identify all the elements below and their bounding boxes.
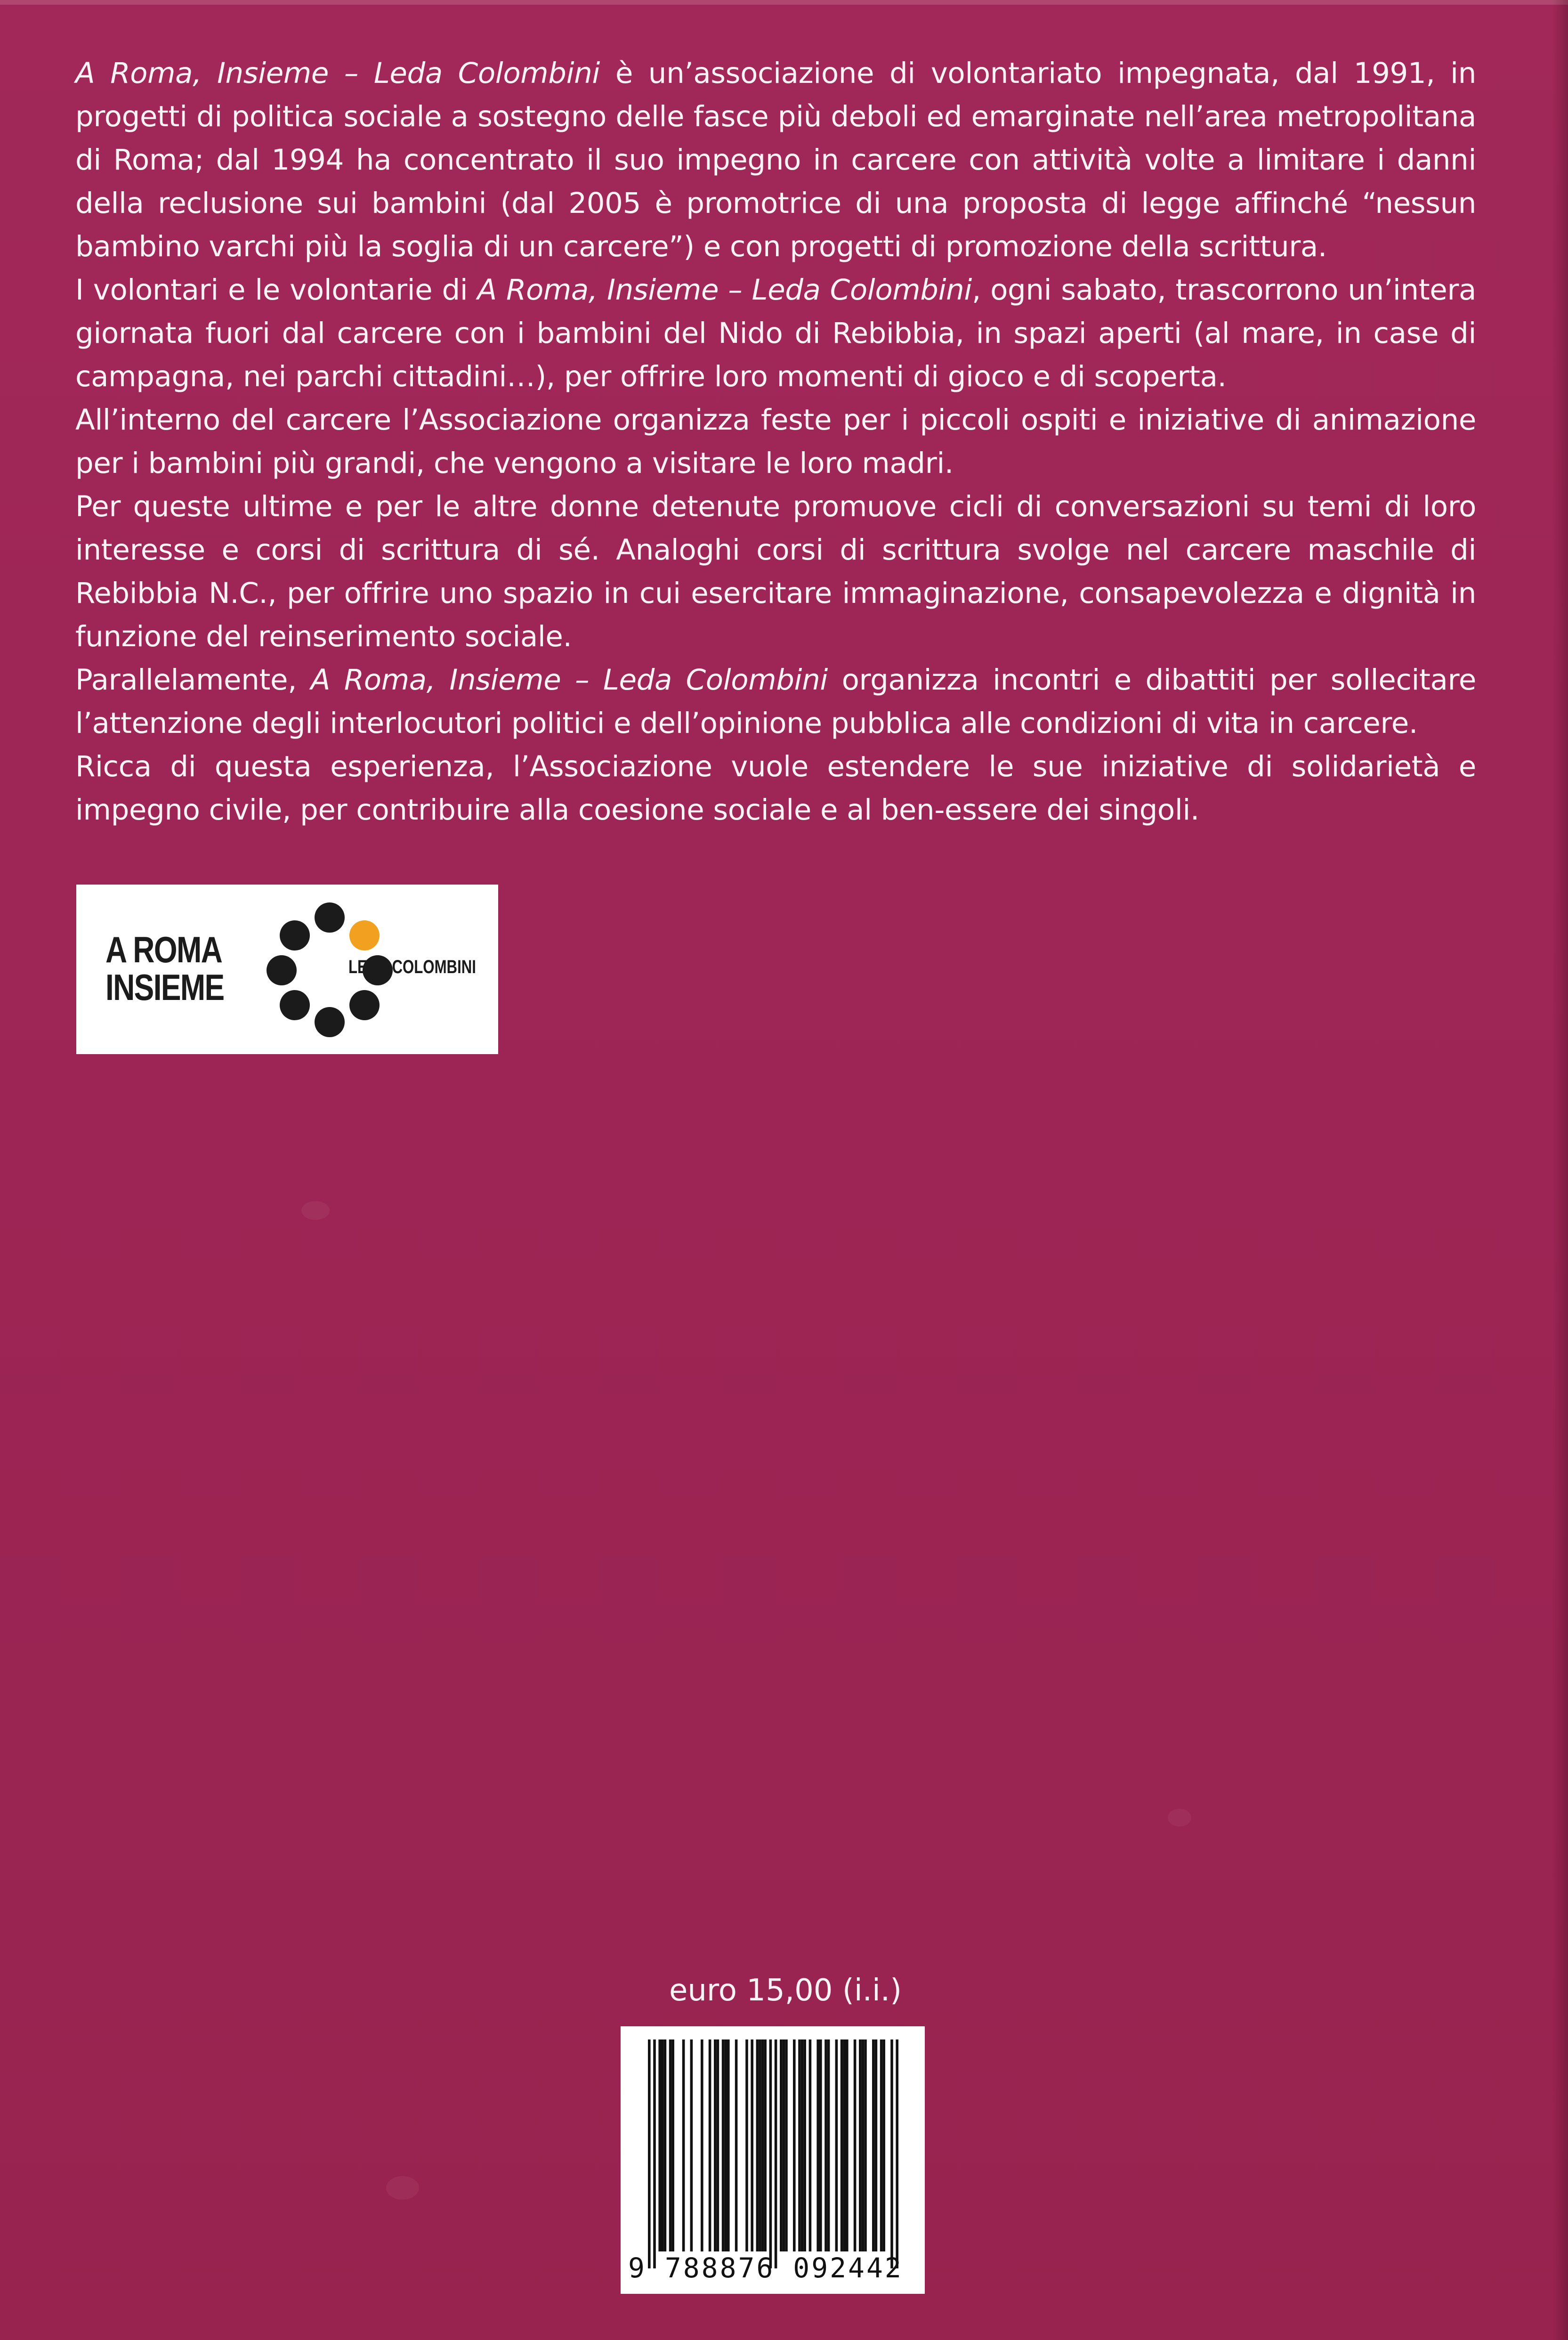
association-logo bbox=[76, 885, 498, 1054]
paragraph bbox=[75, 268, 1476, 398]
logo-dot bbox=[280, 990, 310, 1020]
paragraph-text: All’interno del carcere l’Associazione organizza feste per i piccoli ospiti e iniziative di animazione per i bambini più grandi, che vengono a visitare le loro madri. bbox=[75, 403, 1476, 480]
barcode-bar bbox=[709, 2039, 711, 2251]
barcode-bar bbox=[783, 2039, 785, 2251]
isbn-number: 9 788876 092442 bbox=[628, 2252, 903, 2284]
barcode-bar bbox=[835, 2039, 838, 2251]
barcode-bar bbox=[648, 2039, 651, 2268]
barcode-bar bbox=[722, 2039, 725, 2251]
barcode-bar bbox=[653, 2039, 656, 2268]
barcode-bar bbox=[658, 2039, 661, 2251]
barcode-bar bbox=[843, 2039, 846, 2251]
barcode-bar bbox=[661, 2039, 664, 2251]
barcode-bar bbox=[759, 2039, 761, 2251]
barcode-bar bbox=[880, 2039, 883, 2251]
barcode-bar bbox=[882, 2039, 885, 2251]
barcode-bar bbox=[841, 2039, 843, 2251]
barcode-bar bbox=[714, 2039, 717, 2251]
logo-dot-accent bbox=[349, 920, 380, 951]
barcode-bar bbox=[872, 2039, 875, 2251]
logo-wordmark bbox=[105, 931, 267, 1006]
barcode-bar bbox=[775, 2039, 777, 2268]
barcode-bar bbox=[864, 2039, 867, 2251]
barcode-bar bbox=[793, 2039, 796, 2251]
paragraph-text: , ogni sabato, trascorrono un’intera giornata fuori dal carcere con i bambini del Nido di Rebibbia, in spazi aperti (al mare, in case di campagna, nei parchi cittadini…), per offrire loro momenti di gioco e di scoperta. bbox=[75, 273, 1476, 393]
barcode-bar bbox=[756, 2039, 759, 2251]
barcode-bar bbox=[724, 2039, 727, 2251]
logo-dot bbox=[349, 990, 380, 1020]
barcode-bar bbox=[809, 2039, 812, 2251]
barcode-bar bbox=[671, 2039, 674, 2251]
barcode-bar bbox=[854, 2039, 857, 2251]
barcode-bar bbox=[717, 2039, 719, 2251]
barcode-bar bbox=[890, 2039, 893, 2268]
paragraph-text: Ricca di questa esperienza, l’Associazione vuole estendere le sue iniziative di solidarietà e impegno civile, per contribuire alla coesione sociale e al ben-essere dei singoli. bbox=[75, 750, 1476, 827]
barcode-bar bbox=[816, 2039, 819, 2251]
association-name-italic: A Roma, Insieme – Leda Colombini bbox=[477, 273, 972, 307]
barcode-bar bbox=[819, 2039, 822, 2251]
price-label: euro 15,00 (i.i.) bbox=[669, 1973, 902, 2008]
association-description bbox=[75, 52, 1476, 832]
paragraph-text: Per queste ultime e per le altre donne detenute promuove cicli di conversazioni su temi di loro interesse e corsi di scrittura di sé. Analoghi corsi di scrittura svolge nel carcere maschile di Rebibbia N.C., per offrire uno spazio in cui esercitare immaginazione, consapevolezza e dignità in funzione del reinserimento sociale. bbox=[75, 490, 1476, 653]
barcode-bar bbox=[780, 2039, 783, 2251]
cover-edge-shade bbox=[1552, 0, 1568, 2340]
barcode-bar bbox=[827, 2039, 830, 2251]
paper-texture-spot bbox=[386, 2176, 419, 2200]
barcode-bar bbox=[846, 2039, 849, 2251]
barcode-bar bbox=[751, 2039, 753, 2251]
barcode-bar bbox=[896, 2039, 898, 2268]
association-name-italic: A Roma, Insieme – Leda Colombini bbox=[75, 57, 600, 90]
paper-texture-spot bbox=[301, 1201, 330, 1220]
barcode-bar bbox=[803, 2039, 806, 2251]
paragraph bbox=[75, 52, 1476, 268]
paragraph-text: Parallelamente, bbox=[75, 663, 311, 697]
cover-top-edge bbox=[0, 0, 1568, 5]
logo-dot bbox=[315, 902, 345, 933]
paragraph-text: è un’associazione di volontariato impegnata, dal 1991, in progetti di politica sociale a sostegno delle fasce più deboli ed emarginate nell’area metropolitana di Roma; dal 1994 ha concentrato il suo impegno in carcere con attività volte a limitare i danni della reclusione sui bambini (dal 2005 è promotrice di una proposta di legge affinché “nessun bambino varchi più la soglia di un carcere”) e con progetti di promozione della scrittura. bbox=[75, 57, 1476, 263]
barcode-bar bbox=[690, 2039, 693, 2251]
paragraph bbox=[75, 658, 1476, 745]
barcode-bar bbox=[785, 2039, 788, 2251]
paragraph-text: organizza incontri e dibattiti per sollecitare l’attenzione degli interlocutori politici e dell’opinione pubblica alle condizioni di vita in carcere. bbox=[75, 663, 1476, 740]
barcode-bar bbox=[682, 2039, 685, 2251]
logo-dot bbox=[267, 955, 297, 985]
barcode-bar bbox=[862, 2039, 865, 2251]
logo-dot bbox=[280, 920, 310, 951]
logo-side-text: LEDA COLOMBINI bbox=[348, 957, 476, 977]
paragraph bbox=[75, 745, 1476, 832]
association-name-italic: A Roma, Insieme – Leda Colombini bbox=[310, 663, 828, 697]
barcode-bar bbox=[875, 2039, 878, 2251]
logo-dot bbox=[315, 1007, 345, 1037]
barcode-bar bbox=[669, 2039, 672, 2251]
barcode-bar bbox=[727, 2039, 730, 2251]
paragraph bbox=[75, 485, 1476, 658]
paragraph bbox=[75, 398, 1476, 485]
paper-texture-spot bbox=[1168, 1809, 1191, 1827]
logo-line-2: INSIEME bbox=[105, 967, 224, 1008]
barcode-bar bbox=[859, 2039, 862, 2251]
logo-line-1: A ROMA bbox=[105, 929, 222, 970]
barcode-bar bbox=[769, 2039, 772, 2268]
isbn-barcode bbox=[621, 2026, 925, 2294]
barcode-bar bbox=[701, 2039, 703, 2251]
barcode-bar bbox=[735, 2039, 738, 2251]
barcode-bar bbox=[745, 2039, 748, 2251]
barcode-bar bbox=[798, 2039, 801, 2251]
paragraph-text: I volontari e le volontarie di bbox=[75, 273, 477, 307]
barcode-bar bbox=[764, 2039, 767, 2251]
barcode-bar bbox=[664, 2039, 667, 2251]
barcode-bar bbox=[824, 2039, 827, 2251]
barcode-bar bbox=[761, 2039, 764, 2251]
barcode-bar bbox=[801, 2039, 804, 2251]
